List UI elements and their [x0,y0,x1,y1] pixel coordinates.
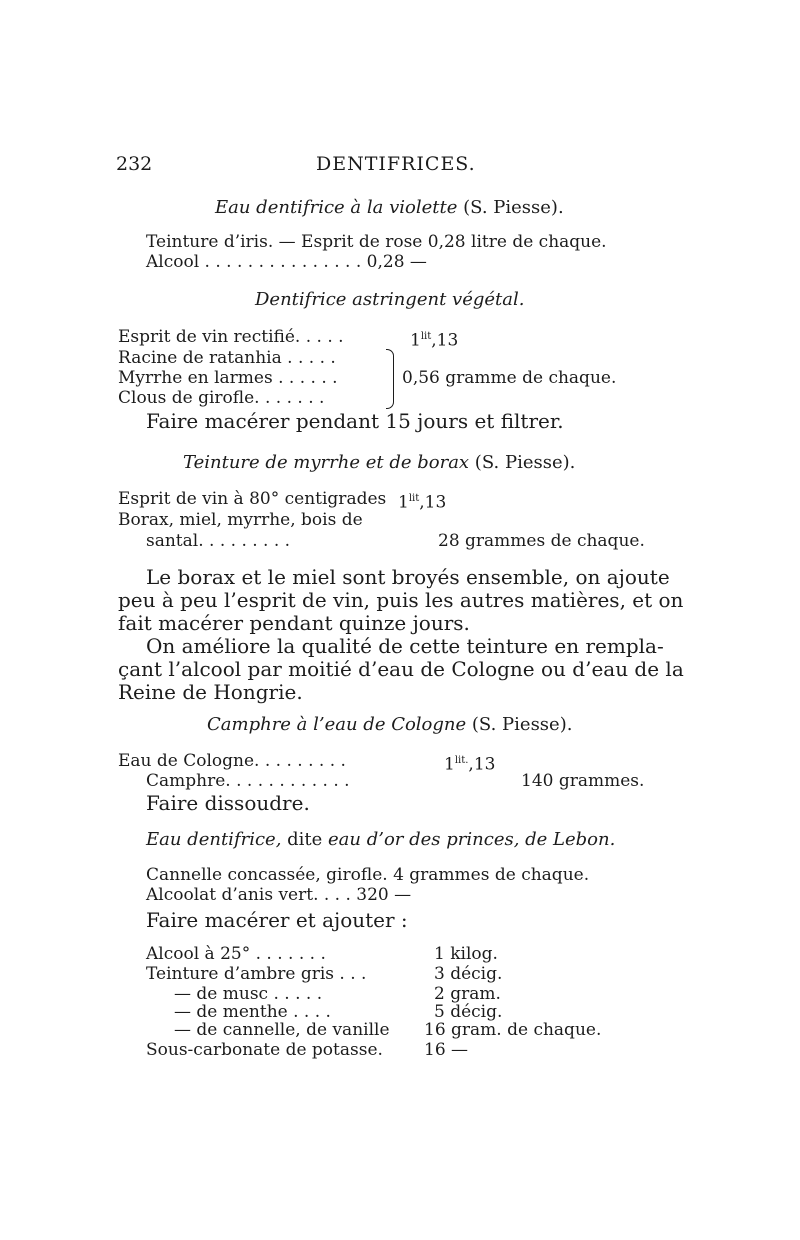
recipe-line: — de cannelle, de vanille [174,1020,390,1040]
recipe-line: Teinture d’ambre gris . . . [146,964,367,984]
paragraph-line: çant l’alcool par moitié d’eau de Cologne ou d’eau de la [118,657,684,681]
quantity: 16 — [424,1040,469,1060]
page-number: 232 [116,153,153,175]
recipe-line: Esprit de vin à 80° centigrades [118,489,387,509]
quantity: 0,56 gramme de chaque. [402,368,617,388]
recipe-title: Teinture de myrrhe et de borax (S. Piesse). [183,452,576,473]
quantity: 2 gram. [434,984,501,1004]
paragraph-line: fait macérer pendant quinze jours. [118,611,470,635]
quantity: 3 décig. [434,964,503,984]
quantity: $1^{lit.},13$ [444,754,496,775]
quantity: 28 grammes de chaque. [438,531,645,551]
paragraph-line: Reine de Hongrie. [118,680,303,704]
recipe-title: Eau dentifrice, dite eau d’or des princes, de Lebon. [146,829,616,850]
recipe-line: Clous de girofle. . . . . . . [118,388,325,408]
recipe-line: Eau de Cologne. . . . . . . . . [118,751,346,771]
running-head: DENTIFRICES. [316,153,476,175]
recipe-line: Cannelle concassée, girofle. 4 grammes de chaque. [146,865,590,885]
recipe-title: Eau dentifrice à la violette (S. Piesse). [215,197,564,218]
paragraph-line: peu à peu l’esprit de vin, puis les autres matières, et on [118,588,684,612]
quantity: $1^{lit},13$ [398,492,447,513]
recipe-line: Alcool . . . . . . . . . . . . . . . 0,28 — [146,252,427,272]
recipe-line: Camphre. . . . . . . . . . . . [146,771,350,791]
quantity: 5 décig. [434,1002,503,1022]
quantity: 1 kilog. [434,944,498,964]
paragraph-line: On améliore la qualité de cette teinture en rempla- [146,634,664,658]
paragraph-line: Le borax et le miel sont broyés ensemble, on ajoute [146,565,670,589]
recipe-line: Sous-carbonate de potasse. [146,1040,383,1060]
recipe-title: Camphre à l’eau de Cologne (S. Piesse). [207,714,573,735]
recipe-line: Alcoolat d’anis vert. . . . 320 — [146,885,412,905]
recipe-line: santal. . . . . . . . . [146,531,291,551]
instruction: Faire macérer et ajouter : [146,908,408,932]
recipe-line: — de menthe . . . . [174,1002,331,1022]
quantity: $1^{lit},13$ [410,330,459,351]
recipe-line: Teinture d’iris. — Esprit de rose 0,28 litre de chaque. [146,232,607,252]
recipe-line: Alcool à 25° . . . . . . . [146,944,326,964]
recipe-line: Myrrhe en larmes . . . . . . [118,368,338,388]
recipe-line: — de musc . . . . . [174,984,323,1004]
recipe-title: Dentifrice astringent végétal. [255,289,525,310]
instruction: Faire dissoudre. [146,791,310,815]
quantity: 140 grammes. [521,771,645,791]
recipe-line: Racine de ratanhia . . . . . [118,348,336,368]
brace [386,349,394,409]
recipe-line: Esprit de vin rectifié. . . . . [118,327,344,347]
recipe-line: Borax, miel, myrrhe, bois de [118,510,363,530]
instruction: Faire macérer pendant 15 jours et filtrer. [146,409,564,433]
quantity: 16 gram. de chaque. [424,1020,602,1040]
